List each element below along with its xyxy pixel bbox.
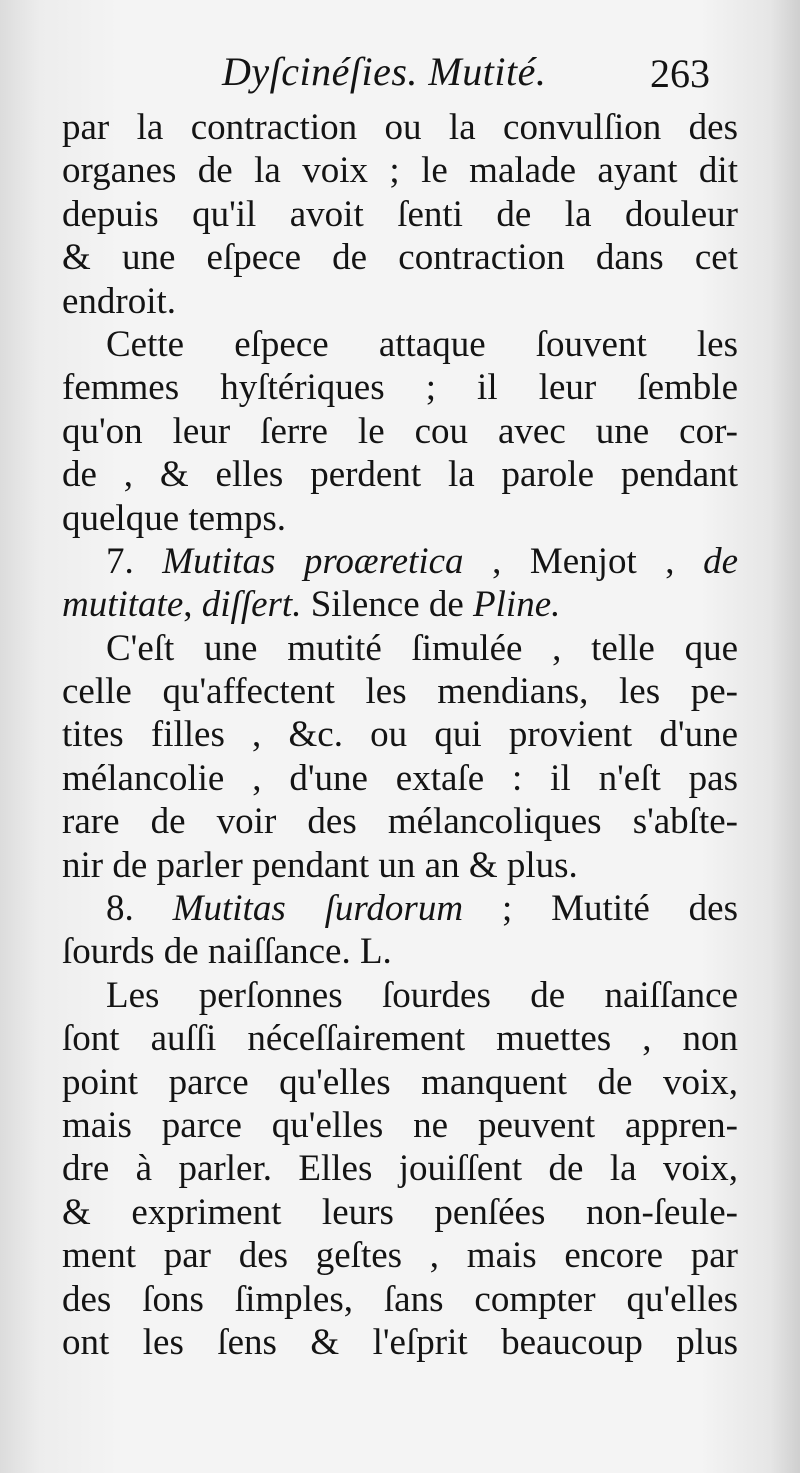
- text-run: , Menjot ,: [463, 540, 704, 582]
- text-line: & une eſpece de contraction dans cet: [62, 237, 738, 279]
- text-line: qu'on leur ſerre le cou avec une cor-: [62, 410, 738, 452]
- text-line: celle qu'affectent les mendians, les pe-: [62, 671, 738, 713]
- text-line: endroit.: [62, 280, 177, 322]
- text-line: ment par des geſtes , mais encore par: [62, 1235, 738, 1277]
- text-line: & expriment leurs penſées non-ſeule-: [62, 1191, 738, 1233]
- text-line: rare de voir des mélancoliques s'abſte-: [62, 801, 738, 843]
- text-line: des ſons ſimples, ſans compter qu'elles: [62, 1278, 738, 1320]
- text-run: ,: [183, 584, 202, 626]
- italic-text-run: Mutitas ſurdorum: [172, 888, 464, 930]
- italic-text-run: diſſert.: [201, 584, 302, 626]
- text-line: de , & elles perdent la parole pendant: [62, 454, 738, 496]
- body-text: [62, 106, 738, 1364]
- text-run: ; Mutité des: [463, 888, 739, 930]
- text-line: organes de la voix ; le malade ayant dit: [62, 150, 738, 192]
- text-line: par la contraction ou la convulſion des: [62, 107, 738, 148]
- text-line: tites filles , &c. ou qui provient d'une: [62, 714, 738, 756]
- text-line: Cette eſpece attaque ſouvent les: [106, 323, 738, 365]
- text-line: ont les ſens & l'eſprit beaucoup plus: [62, 1321, 738, 1363]
- running-head: Dyſcinéſies. Mutité.: [222, 49, 547, 94]
- text-line: ſont auſſi néceſſairement muettes , non: [62, 1018, 738, 1060]
- text-line: [62, 540, 738, 583]
- italic-text-run: Mutitas proæretica: [162, 540, 464, 582]
- text-run: 8.: [106, 888, 173, 930]
- italic-text-run: Pline.: [473, 584, 561, 626]
- text-run: 7.: [106, 540, 163, 582]
- text-line: depuis qu'il avoit ſenti de la douleur: [62, 193, 738, 235]
- italic-text-run: mutitate: [62, 584, 184, 626]
- text-line: femmes hyſtériques ; il leur ſemble: [62, 367, 738, 409]
- text-line: point parce qu'elles manquent de voix,: [62, 1061, 738, 1103]
- text-line: nir de parler pendant un an & plus.: [62, 844, 578, 886]
- text-line: dre à parler. Elles jouiſſent de la voix,: [62, 1148, 738, 1190]
- text-line: ſourds de naiſſance. L.: [62, 931, 392, 973]
- text-line: [62, 887, 738, 930]
- page-header: [0, 48, 800, 108]
- text-line: quelque temps.: [62, 497, 287, 539]
- italic-text-run: de: [703, 540, 738, 582]
- text-line: mais parce qu'elles ne peuvent appren-: [62, 1104, 738, 1146]
- text-line: mélancolie , d'une extaſe : il n'eſt pas: [62, 757, 738, 799]
- text-line: [62, 583, 738, 626]
- text-line: C'eſt une mutité ſimulée , telle que: [106, 627, 738, 669]
- text-line: Les perſonnes ſourdes de naiſſance: [106, 974, 738, 1016]
- text-run: Silence de: [301, 584, 474, 626]
- page-number: 263: [650, 51, 710, 96]
